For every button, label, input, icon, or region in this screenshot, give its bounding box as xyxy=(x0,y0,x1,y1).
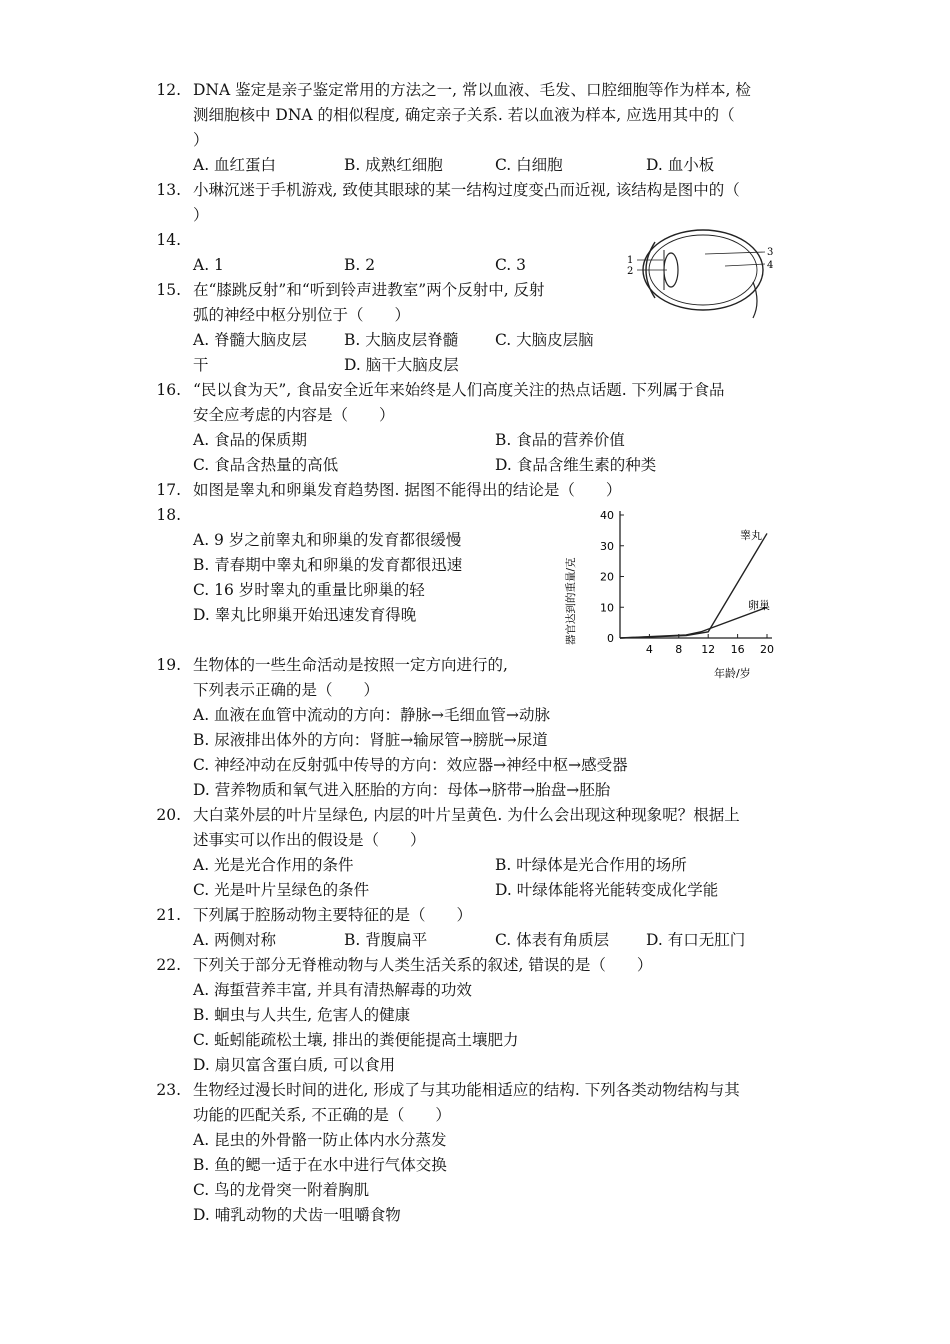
question-text: 下列关于部分无脊椎动物与人类生活关系的叙述, 错误的是（ ） xyxy=(193,956,653,974)
x-tick-label: 8 xyxy=(675,643,683,656)
y-tick-label: 20 xyxy=(600,570,614,584)
option-d[interactable]: D. 脑干大脑皮层 xyxy=(344,356,459,374)
question-number: 22. xyxy=(156,956,181,974)
option-d[interactable]: D. 睾丸比卵巢开始迅速发育得晚 xyxy=(193,606,417,624)
option-b[interactable]: B. 鱼的鳃一适于在水中进行气体交换 xyxy=(193,1156,447,1174)
option-c[interactable]: C. 食品含热量的高低 xyxy=(193,456,339,474)
question-number: 19. xyxy=(156,656,181,674)
option-b[interactable]: B. 蛔虫与人共生, 危害人的健康 xyxy=(193,1006,411,1024)
option-d[interactable]: D. 哺乳动物的犬齿一咀嚼食物 xyxy=(193,1206,401,1224)
question-number: 20. xyxy=(156,806,181,824)
question-text: “民以食为天”, 食品安全近年来始终是人们高度关注的热点话题. 下列属于食品 xyxy=(193,381,725,399)
question-text: 测细胞核中 DNA 的相似程度, 确定亲子关系. 若以血液为样本, 应选用其中的（ xyxy=(193,106,735,124)
option-b[interactable]: B. 大脑皮层脊髓 xyxy=(344,331,459,349)
eye-label-4: 4 xyxy=(767,260,774,271)
option-b[interactable]: B. 2 xyxy=(344,256,376,274)
option-a[interactable]: A. 海蜇营养丰富, 并具有清热解毒的功效 xyxy=(193,981,472,999)
option-a[interactable]: A. 两侧对称 xyxy=(193,931,277,949)
question-text: 生物体的一些生命活动是按照一定方向进行的, xyxy=(193,656,508,674)
eye-diagram xyxy=(625,222,775,322)
leader-line-4 xyxy=(725,264,765,266)
option-d[interactable]: D. 食品含维生素的种类 xyxy=(495,456,657,474)
chart-lines xyxy=(620,533,767,638)
y-tick-label: 40 xyxy=(600,509,614,522)
option-a[interactable]: A. 血液在血管中流动的方向：静脉→毛细血管→动脉 xyxy=(193,706,551,724)
question-number: 16. xyxy=(156,381,181,399)
question-text: 在“膝跳反射”和“听到铃声进教室”两个反射中, 反射 xyxy=(193,281,545,299)
option-c[interactable]: C. 体表有角质层 xyxy=(495,931,610,949)
option-b[interactable]: B. 青春期中睾丸和卵巢的发育都很迅速 xyxy=(193,556,463,574)
x-tick-label: 20 xyxy=(760,643,774,656)
question-number: 13. xyxy=(156,181,181,199)
series-label-ovary: 卵巢 xyxy=(748,599,770,612)
question-number: 17. xyxy=(156,481,181,499)
question-text: 安全应考虑的内容是（ ） xyxy=(193,406,395,424)
option-d[interactable]: D. 有口无肛门 xyxy=(646,931,746,949)
question-number: 21. xyxy=(156,906,181,924)
option-a[interactable]: A. 昆虫的外骨骼一防止体内水分蒸发 xyxy=(193,1131,447,1149)
question-text: 如图是睾丸和卵巢发育趋势图. 据图不能得出的结论是（ ） xyxy=(193,481,622,499)
question-number: 14. xyxy=(156,231,181,249)
leader-line-3 xyxy=(705,252,765,254)
option-b[interactable]: B. 食品的营养价值 xyxy=(495,431,625,449)
question-text: 述事实可以作出的假设是（ ） xyxy=(193,831,426,849)
eye-label-3: 3 xyxy=(767,247,774,258)
option-c-continuation: 干 xyxy=(193,356,209,374)
y-tick-label: 10 xyxy=(600,601,614,615)
option-d[interactable]: D. 血小板 xyxy=(646,156,715,174)
option-c[interactable]: C. 白细胞 xyxy=(495,156,563,174)
y-tick-label: 30 xyxy=(600,539,614,553)
question-text: ） xyxy=(193,131,209,149)
question-text: 功能的匹配关系, 不正确的是（ ） xyxy=(193,1106,451,1124)
option-a[interactable]: A. 1 xyxy=(193,256,224,274)
option-c[interactable]: C. 3 xyxy=(495,256,527,274)
eye-label-2: 2 xyxy=(627,266,634,277)
organ-growth-chart xyxy=(562,505,788,685)
option-a[interactable]: A. 9 岁之前睾丸和卵巢的发育都很缓慢 xyxy=(193,531,462,549)
option-c[interactable]: C. 大脑皮层脑 xyxy=(495,331,594,349)
x-tick-label: 16 xyxy=(730,643,745,656)
option-d[interactable]: D. 营养物质和氧气进入胚胎的方向：母体→脐带→胎盘→胚胎 xyxy=(193,781,611,799)
question-number: 23. xyxy=(156,1081,181,1099)
option-a[interactable]: A. 光是光合作用的条件 xyxy=(193,856,354,874)
option-a[interactable]: A. 血红蛋白 xyxy=(193,156,277,174)
question-text: 大白菜外层的叶片呈绿色, 内层的叶片呈黄色. 为什么会出现这种现象呢？根据上 xyxy=(193,806,740,824)
option-b[interactable]: B. 成熟红细胞 xyxy=(344,156,443,174)
question-text: 小琳沉迷于手机游戏, 致使其眼球的某一结构过度变凸而近视, 该结构是图中的（ xyxy=(193,181,740,199)
option-b[interactable]: B. 尿液排出体外的方向：肾脏→输尿管→膀胱→尿道 xyxy=(193,731,548,749)
question-text: DNA 鉴定是亲子鉴定常用的方法之一, 常以血液、毛发、口腔细胞等作为样本, 检 xyxy=(193,81,751,99)
question-text: 下列表示正确的是（ ） xyxy=(193,681,380,699)
question-text: ） xyxy=(193,206,209,224)
option-a[interactable]: A. 脊髓大脑皮层 xyxy=(193,331,308,349)
eye-label-1: 1 xyxy=(627,255,634,266)
option-b[interactable]: B. 背腹扁平 xyxy=(344,931,428,949)
question-number: 15. xyxy=(156,281,181,299)
y-tick-label: 0 xyxy=(607,632,614,645)
question-text: 下列属于腔肠动物主要特征的是（ ） xyxy=(193,906,473,924)
x-tick-label: 12 xyxy=(701,643,716,656)
option-d[interactable]: D. 扇贝富含蛋白质, 可以食用 xyxy=(193,1056,396,1074)
option-c[interactable]: C. 鸟的龙骨突一附着胸肌 xyxy=(193,1181,370,1199)
option-b[interactable]: B. 叶绿体是光合作用的场所 xyxy=(495,856,687,874)
option-c[interactable]: C. 16 岁时睾丸的重量比卵巢的轻 xyxy=(193,581,425,599)
x-tick-label: 4 xyxy=(645,643,653,656)
question-number: 18. xyxy=(156,506,181,524)
testis-series-line xyxy=(620,533,767,638)
y-axis-label: 器官达到的重量/克 xyxy=(565,557,577,645)
option-a[interactable]: A. 食品的保质期 xyxy=(193,431,308,449)
question-number: 12. xyxy=(156,81,181,99)
ovary-series-line xyxy=(620,607,767,638)
series-label-testis: 睾丸 xyxy=(740,529,762,542)
option-c[interactable]: C. 神经冲动在反射弧中传导的方向：效应器→神经中枢→感受器 xyxy=(193,756,628,774)
option-c[interactable]: C. 蚯蚓能疏松土壤, 排出的粪便能提高土壤肥力 xyxy=(193,1031,519,1049)
x-axis-label: 年龄/岁 xyxy=(714,667,751,680)
option-c[interactable]: C. 光是叶片呈绿色的条件 xyxy=(193,881,370,899)
question-text: 生物经过漫长时间的进化, 形成了与其功能相适应的结构. 下列各类动物结构与其 xyxy=(193,1081,740,1099)
option-d[interactable]: D. 叶绿体能将光能转变成化学能 xyxy=(495,881,719,899)
question-text: 弧的神经中枢分别位于（ ） xyxy=(193,306,411,324)
